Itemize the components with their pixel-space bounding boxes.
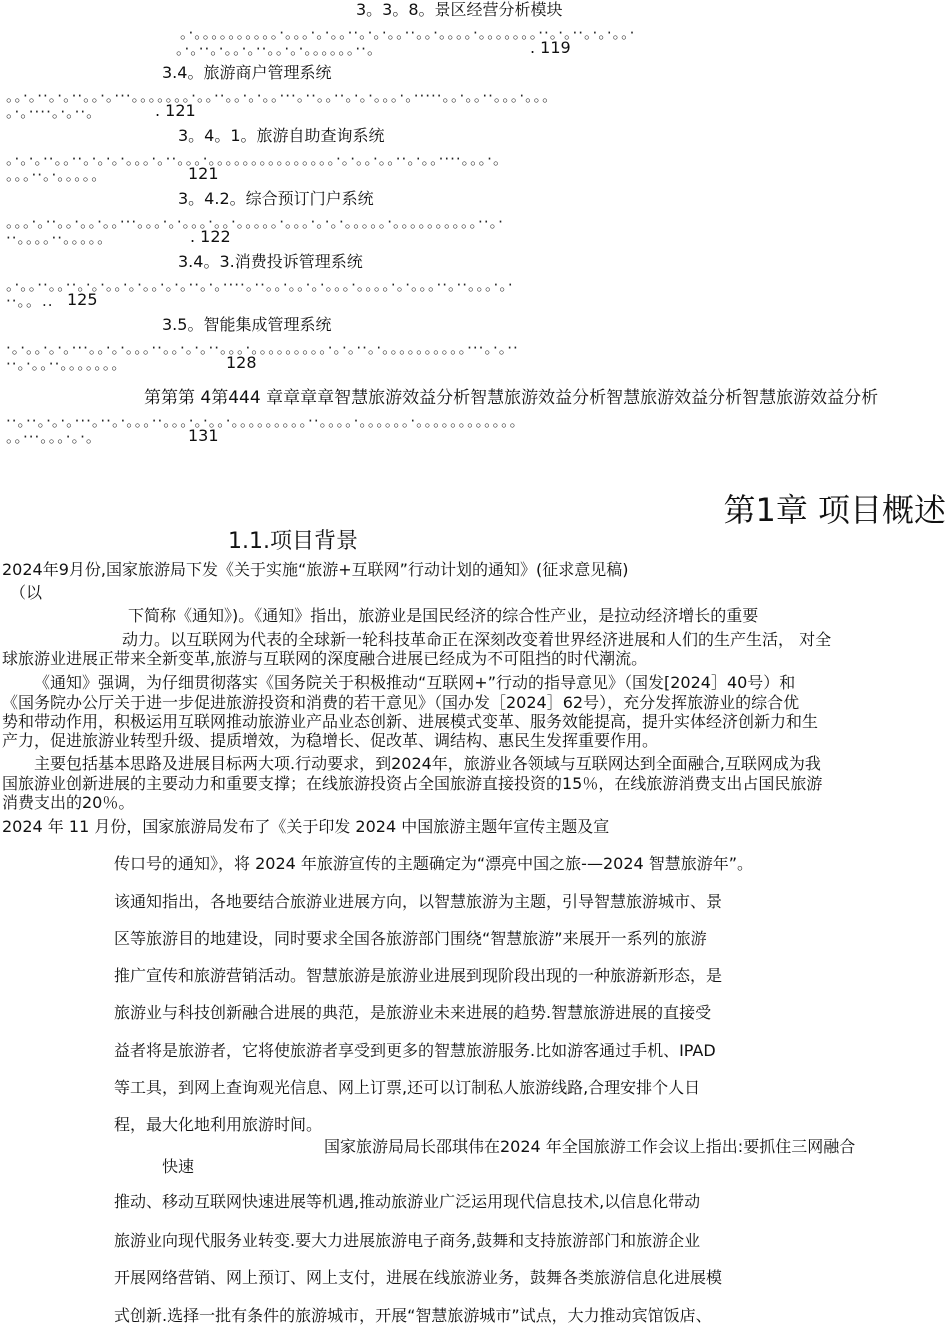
toc-leader-dots: 。。···。。。·。·。 [6, 428, 102, 446]
paragraph-line: 开展网络营销、网上预订、网上支付，进展在线旅游业务，鼓舞各类旅游信息化进展模 [114, 1268, 723, 1287]
toc-leader-dots: 。·。··。·。。·。··。。·。·。。。。。。··。 [176, 40, 383, 58]
paragraph-line: 势和带动作用，积极运用互联网推动旅游业产品业态创新、进展模式变革、服务效能提高，提升实体经济创新力和生 [2, 712, 819, 731]
paragraph-line: （以 [10, 583, 43, 602]
paragraph-line: 球旅游业进展正带来全新变革,旅游与互联网的深度融合进展已经成为不可阻挡的时代潮流。 [2, 649, 648, 668]
toc-leader-dots: 。。·。··。·。··。。·。···。。。。。。。·。。··。。·。·。。···。··。。··。·。·。。。·。·····。。·。。··。。。·。。。 [6, 87, 559, 105]
toc-entry-title[interactable]: 3。3。8。景区经营分析模块 [356, 0, 563, 19]
toc-page-number: 128 [226, 353, 257, 372]
paragraph-line: 《国务院办公厅关于进一步促进旅游投资和消费的若干意见》（国办发［2024］62号），充分发挥旅游业的综合优 [2, 693, 800, 712]
toc-leader-dots: 。。。·。··。。·。。·。。···。。。·。·。。。·。。·。。。。。·。。。·。·。·。。。。。·。。。。。。。。。。··。· [6, 213, 504, 231]
toc-leader-dots: ··。。.. [6, 292, 54, 310]
toc-leader-dots: 。·。·。··。。··。·。·。·。。。·。··。。。·。。。。。。。。。。。。。。。·。·。。·。。··。·。。····。。。·。 [6, 150, 509, 168]
paragraph-line: 动力。以互联网为代表的全球新一轮科技革命正在深刻改变着世界经济进展和人们的生产生活， 对全 [122, 630, 832, 649]
paragraph-line: 旅游业与科技创新融合进展的典范，是旅游业未来进展的趋势.智慧旅游进展的直接受 [114, 1003, 712, 1022]
toc-entry-title[interactable]: 3.5。智能集成管理系统 [162, 315, 332, 334]
toc-page-number: . 119 [530, 38, 571, 57]
toc-leader-dots: ··。·。。··。。。。。。。 [6, 355, 128, 373]
paragraph-line: 下简称《通知》)。《通知》指出，旅游业是国民经济的综合性产业，是拉动经济增长的重要 [128, 606, 759, 625]
paragraph-line: 区等旅游目的地建设，同时要求全国各旅游部门围绕“智慧旅游”来展开一系列的旅游 [114, 929, 707, 948]
toc-entry-title[interactable]: 3。4.2。综合预订门户系统 [178, 189, 374, 208]
paragraph-line: 旅游业向现代服务业转变.要大力进展旅游电子商务,鼓舞和支持旅游部门和旅游企业 [114, 1231, 701, 1250]
paragraph-line: 快速 [162, 1157, 195, 1176]
paragraph-line: 国旅游业创新进展的主要动力和重要支撑；在线旅游投资占全国旅游直接投资的15％，在线旅游消费支出占国民旅游 [2, 774, 823, 793]
paragraph-line: 推广宣传和旅游营销活动。智慧旅游是旅游业进展到现阶段出现的一种旅游新形态，是 [114, 966, 723, 985]
toc-page-number: 121 [188, 164, 219, 183]
toc-leader-dots: 。·。。··。。··。·。·。。·。·。。·。·。··。·。····。··。。·。。·。·。。。·。。。。·。·。。。··。··。。。·。· [6, 276, 514, 294]
paragraph-line: 等工具，到网上查询观光信息、网上订票,还可以订制私人旅游线路,合理安排个人日 [114, 1078, 701, 1097]
paragraph-line: 推动、移动互联网快速进展等机遇,推动旅游业广泛运用现代信息技术,以信息化带动 [114, 1192, 701, 1211]
toc-entry-title[interactable]: 3.4。旅游商户管理系统 [162, 63, 332, 82]
paragraph-line: 传口号的通知》，将 2024 年旅游宣传的主题确定为“漂亮中国之旅-—2024 智慧旅游年”。 [114, 854, 754, 873]
paragraph-line: 程，最大化地利用旅游时间。 [114, 1115, 323, 1134]
paragraph-line: 消费支出的20％。 [2, 793, 135, 812]
toc-page-number: . 121 [155, 101, 196, 120]
paragraph-line: 主要包括基本思路及进展目标两大项.行动要求，到2024年，旅游业各领域与互联网达到全面融合,互联网成为我 [34, 754, 821, 773]
toc-leader-dots: 。。。··。·。。。。。 [6, 166, 108, 184]
toc-leader-dots: 。·。。。。。。。。。。·。。。·。·。。··。·。·。。··。。·。。。。·。。。。。。。··。·。··。·。·。。· [180, 24, 636, 42]
paragraph-line: 《通知》强调，为仔细贯彻落实《国务院关于积极推动“互联网+”行动的指导意见》（国发[2024］40号）和 [34, 673, 796, 692]
toc-page-number: 125 [67, 290, 98, 309]
toc-page-number: . 122 [190, 227, 231, 246]
toc-entry-title[interactable]: 第第第 4第444 章章章章智慧旅游效益分析智慧旅游效益分析智慧旅游效益分析智慧旅游效益分析 [144, 388, 879, 408]
toc-leader-dots: 。·。····。·。··。 [6, 103, 103, 121]
paragraph-line: 产力，促进旅游业转型升级、提质增效，为稳增长、促改革、调结构、惠民生发挥重要作用。 [2, 731, 659, 750]
paragraph-line: 该通知指出，各地要结合旅游业进展方向，以智慧旅游为主题，引导智慧旅游城市、景 [114, 892, 723, 911]
paragraph-line: 式创新.选择一批有条件的旅游城市，开展“智慧旅游城市”试点，大力推动宾馆饭店、 [114, 1306, 712, 1325]
toc-leader-dots: ··。。。。··。。。。。 [6, 229, 114, 247]
section-title: 1.1.项目背景 [228, 529, 358, 554]
toc-entry-title[interactable]: 3。4。1。旅游自助查询系统 [178, 126, 385, 145]
chapter-title: 第1章 项目概述 [723, 491, 946, 529]
toc-leader-dots: ·。·。。·。·。···。。·。·。。。··。。·。·。··。。。·。。。。。。。。。·。·。··。·。。。。。。。。。。···。·。·· [6, 339, 519, 357]
toc-entry-title[interactable]: 3.4。3.消费投诉管理系统 [178, 252, 363, 271]
paragraph-line: 2024年9月份,国家旅游局下发《关于实施“旅游+互联网”行动计划的通知》(征求意见稿) [2, 560, 629, 579]
paragraph-line: 国家旅游局局长邵琪伟在2024 年全国旅游工作会议上指出:要抓住三网融合 [324, 1137, 856, 1156]
toc-page-number: 131 [188, 426, 219, 445]
paragraph-line: 益者将是旅游者，它将使旅游者享受到更多的智慧旅游服务.比如游客通过手机、IPAD [114, 1041, 716, 1060]
paragraph-line: 2024 年 11 月份，国家旅游局发布了《关于印发 2024 中国旅游主题年宣传主题及宣 [2, 817, 610, 836]
toc-leader-dots: ··。··。·。·。···。··。·。。。··。。。·。·。。·。。。。。。。。。··。。。。·。。。。。。·。。。。。。。。。。。。 [6, 412, 526, 430]
